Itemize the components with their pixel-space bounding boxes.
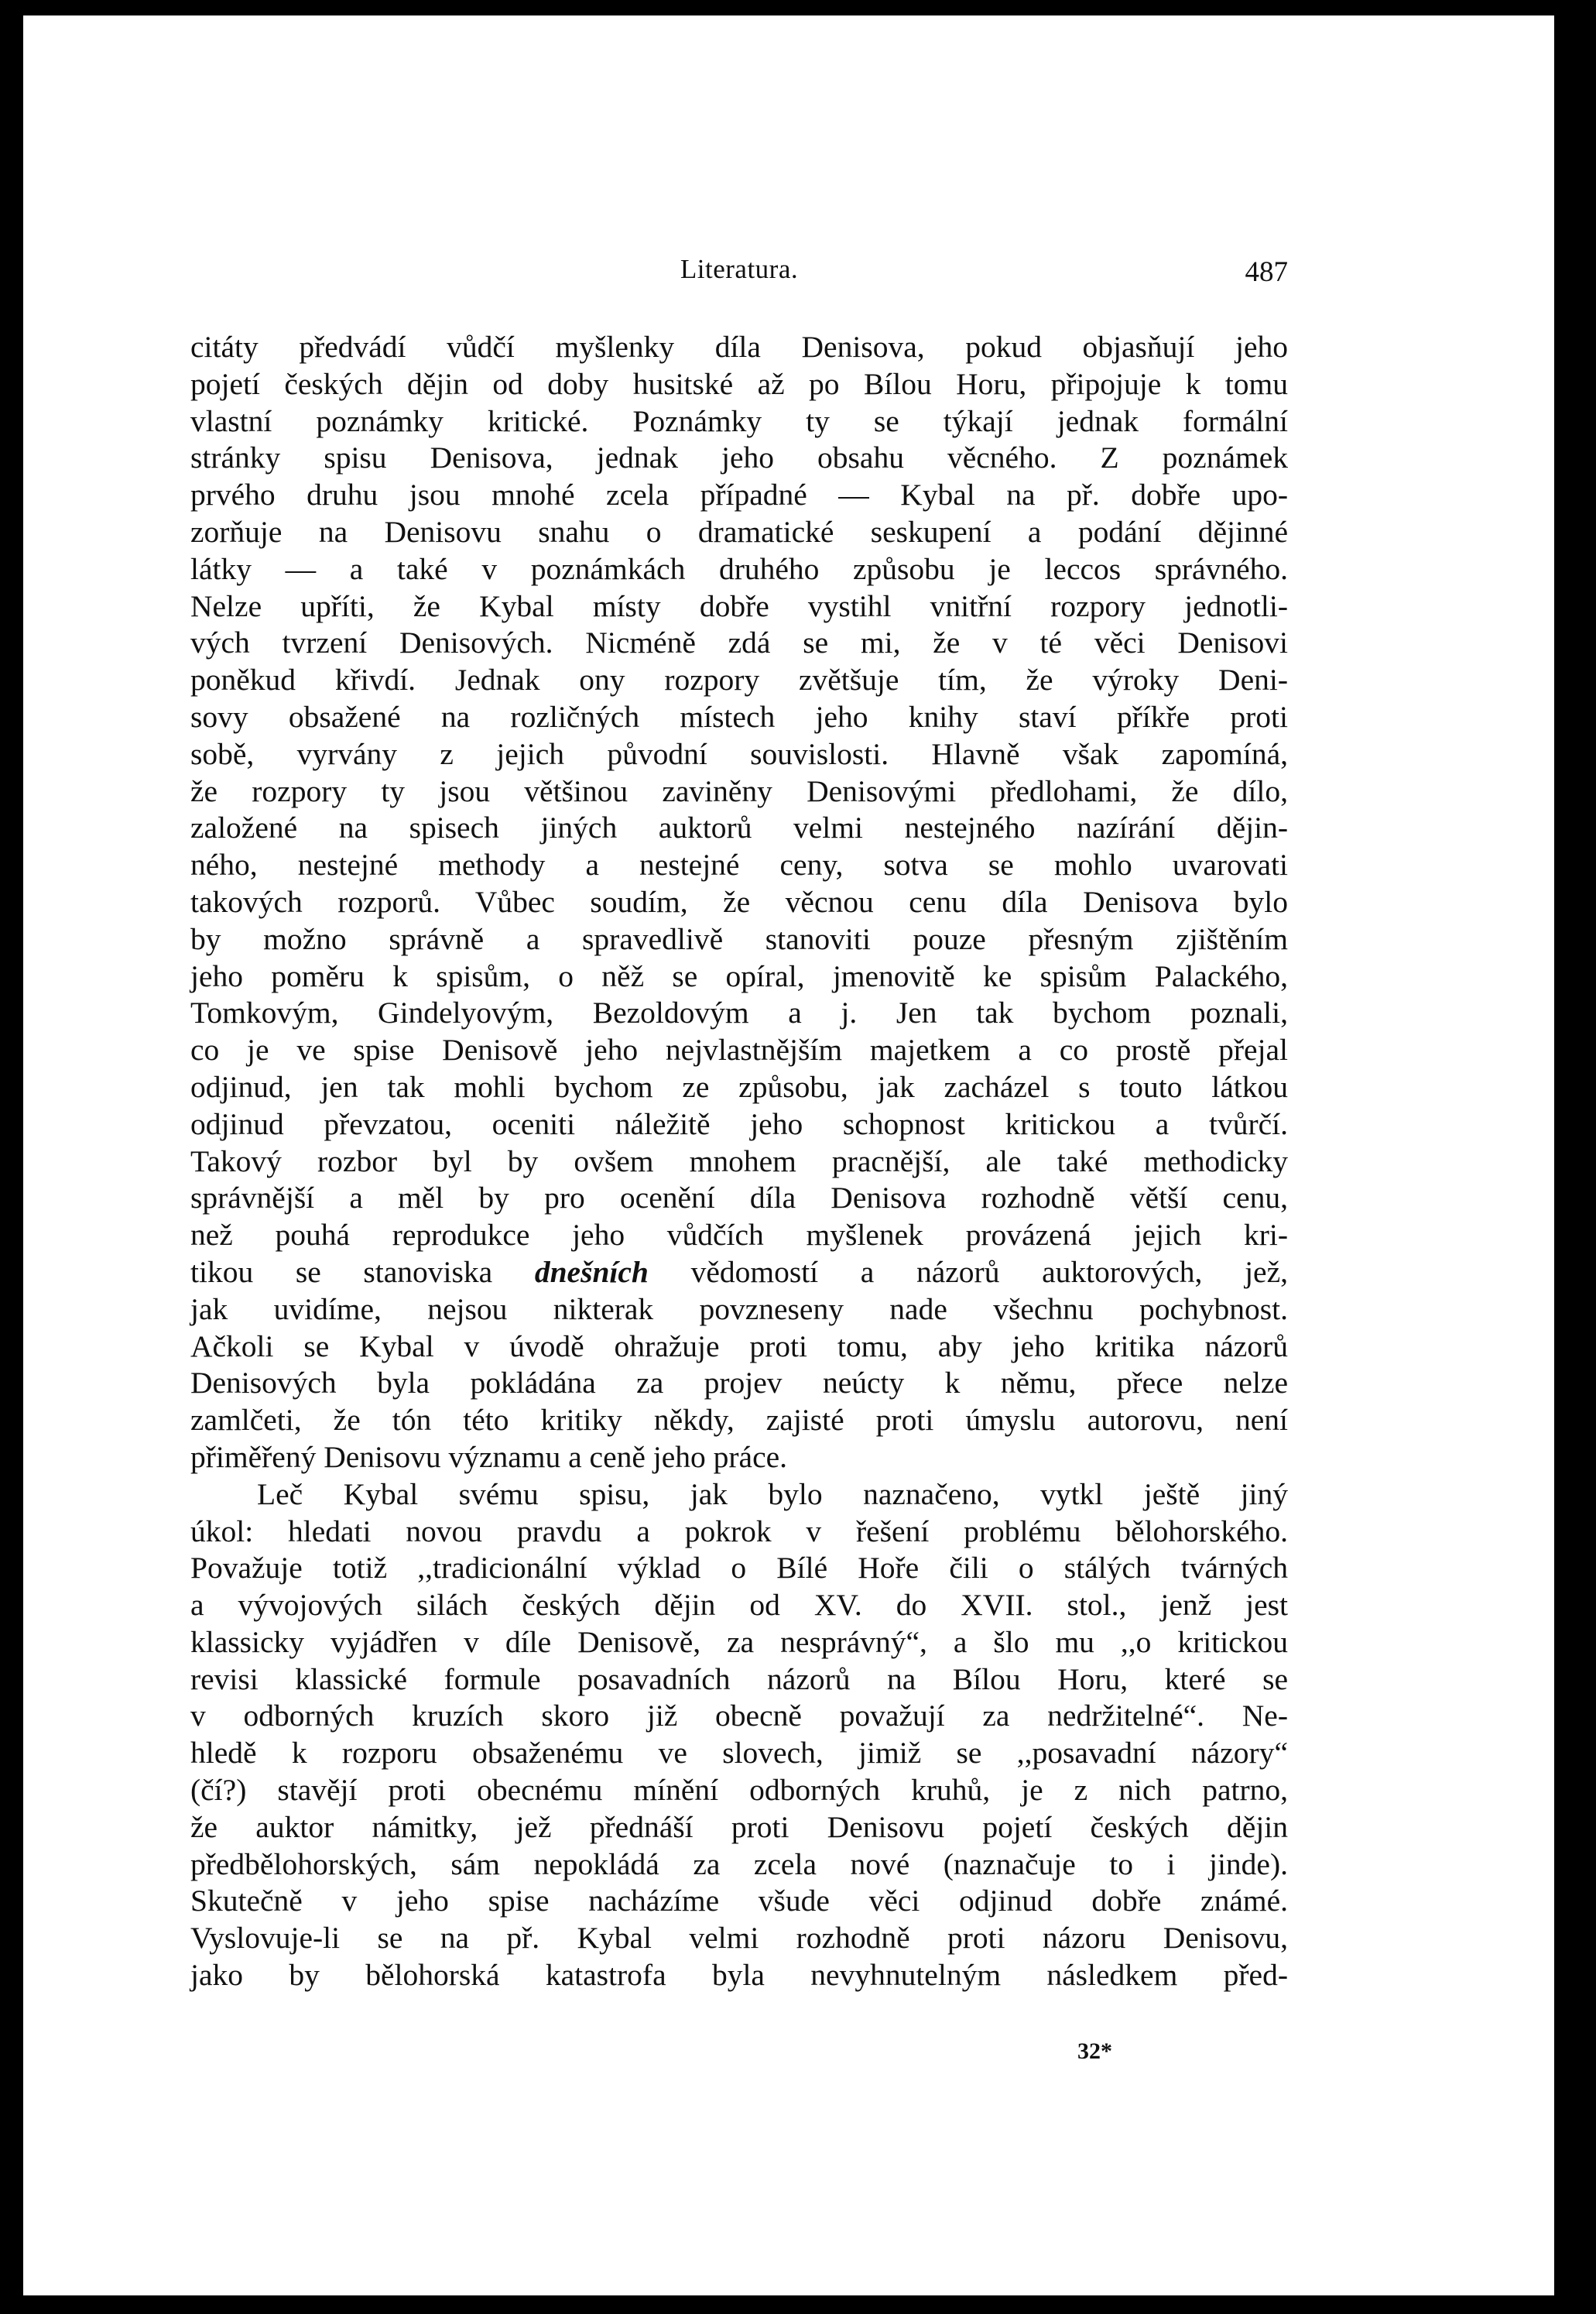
text-line: Takový rozbor byl by ovšem mnohem pracnější, ale také methodicky	[190, 1143, 1288, 1178]
body-text	[190, 329, 1288, 1994]
text-line: pojetí českých dějin od doby husitské až po Bílou Horu, připojuje k tomu	[190, 366, 1288, 401]
text-line: látky — a také v poznámkách druhého způsobu je leccos správného.	[190, 551, 1288, 586]
text-line: sovy obsažené na rozličných místech jeho knihy staví příkře proti	[190, 699, 1288, 734]
text-line: citáty předvádí vůdčí myšlenky díla Denisova, pokud objasňují jeho	[190, 330, 1288, 364]
text-line: úkol: hledati novou pravdu a pokrok v řešení problému bělohorského.	[190, 1514, 1288, 1548]
text-line: a vývojových silách českých dějin od XV. do XVII. stol., jenž jest	[190, 1588, 1288, 1623]
text-line: vlastní poznámky kritické. Poznámky ty se týkají jednak formální	[190, 403, 1288, 438]
text-line: poněkud křivdí. Jednak ony rozpory zvětšuje tím, že výroky Deni-	[190, 663, 1288, 698]
text-line: odjinud převzatou, oceniti náležitě jeho schopnost kritickou a tvůrčí.	[190, 1106, 1288, 1141]
text-line: co je ve spise Denisově jeho nejvlastnějším majetkem a co prostě přejal	[190, 1033, 1288, 1068]
text-line: Vyslovuje-li se na př. Kybal velmi rozhodně proti názoru Denisovu,	[190, 1921, 1288, 1956]
scan-edge	[1554, 0, 1596, 2314]
text-line: Denisových byla pokládána za projev neúcty k němu, přece nelze	[190, 1366, 1288, 1400]
text-line: správnější a měl by pro ocenění díla Denisova rozhodně větší cenu,	[190, 1181, 1288, 1215]
text-line: sobě, vyrvány z jejich původní souvislosti. Hlavně však zapomíná,	[190, 736, 1288, 771]
text-line: (čí?) stavějí proti obecnému mínění odborných kruhů, je z nich patrno,	[190, 1773, 1288, 1808]
text-line: Nelze upříti, že Kybal místy dobře vystihl vnitřní rozpory jednotli-	[190, 588, 1288, 623]
text-line: zamlčeti, že tón této kritiky někdy, zajisté proti úmyslu autorovu, není	[190, 1403, 1288, 1438]
paragraph-first-line: Leč Kybal svému spisu, jak bylo naznačeno, vytkl ještě jiný	[257, 1476, 1288, 1511]
emphasized-word: dnešních	[534, 1254, 649, 1289]
text-line: založené na spisech jiných auktorů velmi nestejného nazírání dějin-	[190, 811, 1288, 845]
signature-mark: 32*	[1077, 2038, 1112, 2064]
text-line: takových rozporů. Vůbec soudím, že věcnou cenu díla Denisova bylo	[190, 884, 1288, 919]
text-line-with-emphasis	[190, 1254, 1288, 1291]
running-header	[190, 254, 1288, 288]
text-line: stránky spisu Denisova, jednak jeho obsahu věcného. Z poznámek	[190, 441, 1288, 475]
text-line: ného, nestejné methody a nestejné ceny, sotva se mohlo uvarovati	[190, 848, 1288, 883]
text-segment: vědomostí a názorů auktorových, jež,	[648, 1254, 1288, 1289]
text-line: Ačkoli se Kybal v úvodě ohražuje proti tomu, aby jeho kritika názorů	[190, 1328, 1288, 1363]
text-line: Tomkovým, Gindelyovým, Bezoldovým a j. Jen tak bychom poznali,	[190, 996, 1288, 1030]
page-number: 487	[1245, 256, 1288, 288]
text-line: zorňuje na Denisovu snahu o dramatické seskupení a podání dějinné	[190, 514, 1288, 549]
text-line: jak uvidíme, nejsou nikterak povzneseny nade všechnu pochybnost.	[190, 1291, 1288, 1326]
text-line: odjinud, jen tak mohli bychom ze způsobu, jak zacházel s touto látkou	[190, 1069, 1288, 1104]
text-segment: tikou se stanoviska	[190, 1254, 535, 1289]
text-line: prvého druhu jsou mnohé zcela případné — Kybal na př. dobře upo-	[190, 478, 1288, 513]
text-line: hledě k rozporu obsaženému ve slovech, jimiž se ,,posavadní názory“	[190, 1736, 1288, 1771]
text-line: než pouhá reprodukce jeho vůdčích myšlenek provázená jejich kri-	[190, 1218, 1288, 1253]
text-line: jako by bělohorská katastrofa byla nevyhnutelným následkem před-	[190, 1958, 1288, 1993]
text-line: by možno správně a spravedlivě stanoviti pouze přesným zjištěním	[190, 921, 1288, 956]
text-line: že auktor námitky, jež přednáší proti Denisovu pojetí českých dějin	[190, 1809, 1288, 1844]
text-line: revisi klassické formule posavadních názorů na Bílou Horu, které se	[190, 1661, 1288, 1696]
text-line: Považuje totiž ,,tradicionální výklad o Bílé Hoře čili o stálých tvárných	[190, 1551, 1288, 1586]
text-line: že rozpory ty jsou většinou zaviněny Denisovými předlohami, že dílo,	[190, 773, 1288, 808]
text-line: klassicky vyjádřen v díle Denisově, za nesprávný“, a šlo mu ,,o kritickou	[190, 1624, 1288, 1659]
paragraph-last-line: přiměřený Denisovu významu a ceně jeho práce.	[190, 1439, 788, 1474]
text-line: Skutečně v jeho spise nacházíme všude věci odjinud dobře známé.	[190, 1884, 1288, 1918]
running-title: Literatura.	[680, 254, 799, 284]
text-line: jeho poměru k spisům, o něž se opíral, jmenovitě ke spisům Palackého,	[190, 958, 1288, 993]
text-line: předbělohorských, sám nepokládá za zcela nové (naznačuje to i jinde).	[190, 1846, 1288, 1881]
text-line: v odborných kruzích skoro již obecně považují za nedržitelné“. Ne-	[190, 1699, 1288, 1733]
text-line: vých tvrzení Denisových. Nicméně zdá se mi, že v té věci Denisovi	[190, 626, 1288, 660]
